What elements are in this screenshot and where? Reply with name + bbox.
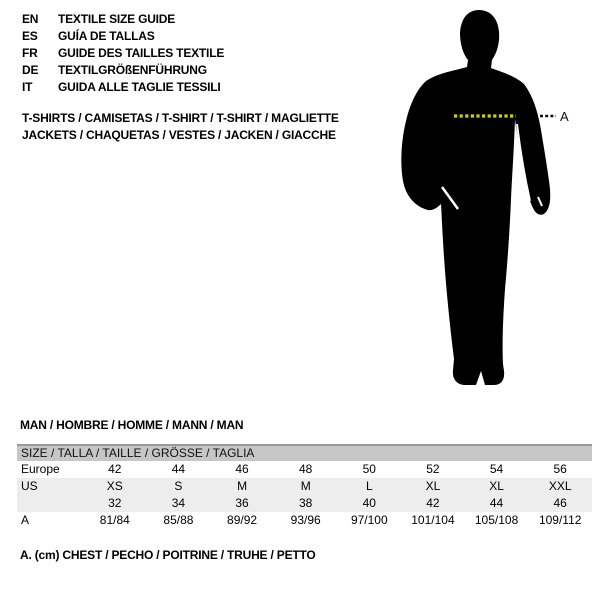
language-row-fr	[22, 45, 224, 62]
table-row-us-numeric	[17, 495, 592, 512]
man-silhouette-body	[401, 10, 550, 385]
table-cell: 40	[362, 496, 376, 510]
language-row-es	[22, 28, 224, 45]
table-cell: 36	[235, 496, 249, 510]
language-code: ES	[22, 29, 38, 43]
language-label: TEXTILGRÖßENFÜHRUNG	[58, 63, 207, 77]
table-row-chest-a	[17, 512, 592, 529]
language-label: GUIDE DES TAILLES TEXTILE	[58, 46, 225, 60]
language-row-de	[22, 62, 224, 79]
table-cell: 89/92	[227, 513, 258, 527]
table-cell: 46	[553, 496, 567, 510]
table-cell: 46	[235, 462, 249, 476]
category-list	[22, 110, 339, 144]
table-cell: 50	[362, 462, 376, 476]
category-tshirts: T-SHIRTS / CAMISETAS / T-SHIRT / T-SHIRT / MAGLIETTE	[22, 111, 339, 125]
table-cell: 97/100	[350, 513, 388, 527]
row-label: A	[21, 513, 30, 527]
table-cell: XL	[425, 479, 441, 493]
man-silhouette-svg	[398, 9, 574, 391]
table-cell: 56	[553, 462, 567, 476]
table-cell: 42	[426, 496, 440, 510]
table-cell: 34	[171, 496, 186, 510]
table-cell: XL	[489, 479, 504, 493]
table-cell: 44	[489, 496, 504, 510]
table-cell: 109/112	[538, 513, 582, 527]
table-cell: 54	[489, 462, 504, 476]
category-jackets: JACKETS / CHAQUETAS / VESTES / JACKEN / GIACCHE	[22, 128, 336, 142]
language-row-it	[22, 79, 224, 96]
language-label: TEXTILE SIZE GUIDE	[58, 12, 176, 26]
table-cell: 101/104	[411, 513, 455, 527]
table-cell: M	[300, 479, 311, 493]
table-row-us	[17, 478, 592, 495]
table-cell: 93/96	[290, 513, 321, 527]
table-cell: 38	[299, 496, 313, 510]
language-code: DE	[22, 63, 39, 77]
chest-measure-footnote: A. (cm) CHEST / PECHO / POITRINE / TRUHE / PETTO	[20, 548, 316, 562]
table-cell: 42	[108, 462, 122, 476]
table-cell: 105/108	[474, 513, 519, 527]
table-cell: 48	[299, 462, 313, 476]
language-code: EN	[22, 12, 39, 26]
table-cell: 81/84	[99, 513, 130, 527]
language-code: FR	[22, 46, 38, 60]
table-cell: XS	[106, 479, 123, 493]
language-code: IT	[22, 80, 33, 94]
row-label: US	[21, 479, 38, 493]
measure-label-a: A	[560, 109, 569, 124]
table-cell: M	[237, 479, 248, 493]
table-cell: 85/88	[163, 513, 194, 527]
table-row-europe	[17, 461, 592, 478]
table-cell: 32	[108, 496, 122, 510]
table-cell: XXL	[548, 479, 572, 493]
language-list	[22, 11, 224, 96]
language-label: GUIDA ALLE TAGLIE TESSILI	[58, 80, 221, 94]
table-cell: 52	[426, 462, 440, 476]
row-label	[17, 495, 83, 512]
row-label: Europe	[21, 462, 60, 476]
table-cell: S	[174, 479, 183, 493]
language-row-en	[22, 11, 224, 28]
table-cell: 44	[171, 462, 186, 476]
language-label: GUÍA DE TALLAS	[58, 29, 155, 43]
size-table-header: SIZE / TALLA / TAILLE / GRÖSSE / TAGLIA	[17, 446, 592, 461]
section-title-man: MAN / HOMBRE / HOMME / MANN / MAN	[20, 418, 244, 432]
size-table	[17, 444, 592, 529]
table-cell: L	[365, 479, 373, 493]
man-silhouette-figure	[398, 9, 574, 391]
